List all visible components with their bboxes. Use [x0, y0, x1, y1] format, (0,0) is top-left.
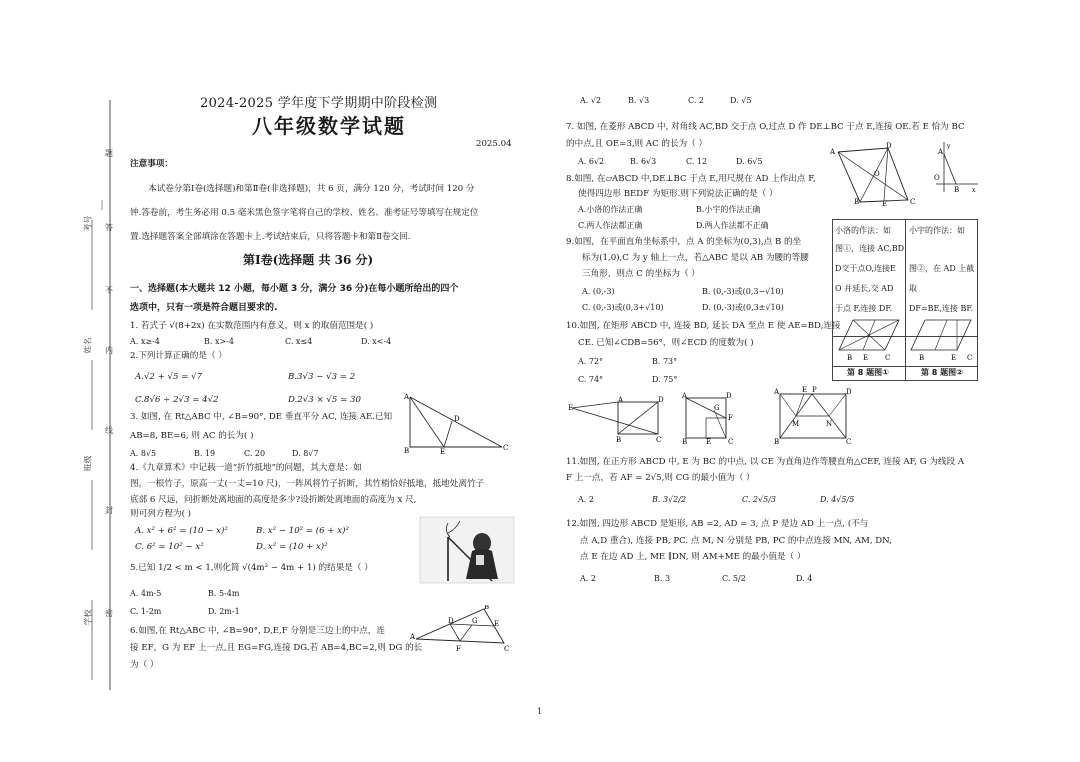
q9-stem-3: 三角形，则点 C 的坐标为（ ） [582, 269, 700, 279]
svg-text:x: x [972, 187, 976, 194]
q10-figure [568, 396, 668, 444]
q7-option-a: A. 6√2 [578, 157, 605, 166]
svg-text:F: F [728, 414, 733, 422]
q2-option-a: A.√2 + √5 = √7 [135, 372, 203, 382]
svg-text:C: C [656, 436, 662, 444]
q12-option-b: B. 3 [654, 574, 671, 583]
q8-stem-2: 使得四边形 BEDF 为矩形.则下列说法正确的是（ ） [578, 189, 778, 199]
q1-option-b: B. x>-4 [204, 337, 234, 346]
q3-stem-2: AB=8, BE=6, 则 AC 的长为( ) [130, 431, 254, 441]
q6-option-c: C. 2 [688, 96, 705, 105]
q3-stem-1: 3. 如图, 在 Rt△ABC 中, ∠B=90°, DE 垂直平分 AC, 连接 AE.已知 [130, 412, 393, 422]
q2-option-d: D.2√3 × √5 = 30 [288, 395, 361, 405]
svg-text:A: A [938, 148, 944, 156]
q6-stem-3: 为（ ） [130, 660, 159, 670]
q8-luo-line3: D交于点O,连接E [835, 264, 896, 273]
svg-text:E: E [882, 200, 888, 206]
q10-stem-1: 10.如图, 在矩形 ABCD 中, 连接 BD, 延长 DA 至点 E 使 AE=BD,连接 [566, 321, 841, 331]
seal-nei: 内 [105, 346, 113, 355]
q12-stem-3: 点 E 在边 AD 上, ME ∥DN, 则 AM+ME 的最小值是（ ） [580, 552, 806, 562]
q11-stem-1: 11.如图, 在正方形 ABCD 中, E 为 BC 的中点, 以 CE 为直角边作等腰直角△CEF, 连接 AF, G 为线段 A [566, 457, 965, 467]
q5-option-b: B. 5-4m [208, 589, 240, 598]
q5-stem: 5.已知 1/2 < m < 1,则化简 √(4m² − 4m + 1) 的结果是（ ） [130, 563, 373, 573]
svg-text:A: A [682, 392, 688, 400]
q4-stem-1: 4.《九章算术》中记载一道“折竹抵地”的问题，其大意是：如 [130, 463, 362, 473]
q6-stem-2: 接 EF，G 为 EF 上一点,且 EG=FG,连接 DG.若 AB=4,BC=2,则 DG 的长 [130, 643, 423, 653]
svg-text:E: E [568, 404, 574, 412]
seal-mi: 密 [105, 609, 113, 618]
seal-feng: 封 [105, 506, 113, 515]
q4-bamboo-illustration [418, 515, 516, 585]
q3-option-a: A. 8√5 [130, 449, 157, 458]
q1-option-c: C. x≤4 [285, 337, 313, 346]
q8-yu-line3: 取 [909, 284, 917, 293]
svg-text:D: D [454, 415, 460, 423]
q8-luo-line1: 小洛的作法：如 [835, 226, 891, 235]
q8-caption-1: 第 8 题图① [847, 368, 889, 377]
q4-option-b: B. x² − 10² = (6 + x)² [256, 526, 349, 536]
svg-text:B: B [774, 438, 780, 446]
q1-stem: 1. 若式子 √(8+2x) 在实数范围内有意义，则 x 的取值范围是( ) [130, 321, 374, 331]
svg-text:C: C [503, 444, 509, 452]
svg-text:G: G [472, 617, 478, 625]
svg-text:C: C [846, 438, 852, 446]
notice-line1: 本试卷分第Ⅰ卷(选择题)和第Ⅱ卷(非选择题)，共 6 页，满分 120 分，考试时间 120 分 [148, 184, 475, 194]
q12-option-a: A. 2 [580, 574, 596, 583]
seal-yao: 不 [105, 286, 113, 295]
q8-caption-2: 第 8 题图② [921, 368, 963, 377]
q3-figure [404, 393, 510, 455]
q7-option-d: D. 6√5 [736, 157, 763, 166]
section-heading: 一、选择题(本大题共 12 小题，每小题 3 分，满分 36 分)在每小题所给出的四个 [130, 284, 459, 294]
svg-text:N: N [826, 420, 833, 428]
subject-title: 八年级数学试题 [252, 114, 406, 138]
exam-title: 2024-2025 学年度下学期期中阶段检测 [200, 96, 438, 111]
notice-line3: 置.选择题答案全部填涂在答题卡上.考试结束后，只将答题卡和第Ⅱ卷交回. [130, 232, 411, 242]
svg-text:C: C [967, 354, 973, 362]
svg-text:O: O [934, 174, 940, 182]
q6-option-d: D. √5 [730, 96, 752, 105]
q3-option-b: B. 19 [194, 449, 216, 458]
q8-luo-line4: O 并延长,交 AD [835, 284, 894, 293]
svg-text:C: C [910, 198, 916, 206]
q8-option-c: C.两人作法都正确 [578, 221, 643, 230]
q5-option-c: C. 1-2m [130, 607, 162, 616]
svg-text:C: C [885, 354, 891, 362]
q10-option-d: D. 75° [652, 375, 678, 384]
q10-stem-2: CE. 已知∠CDB=56°，则∠ECD 的度数为( ) [578, 338, 754, 348]
q10-option-b: B. 73° [652, 357, 678, 366]
q7-figure [828, 142, 918, 206]
notice-line2: 钟.答卷前，考生务必用 0.5 毫米黑色签字笔将自己的学校、姓名、准考证号等填写在规定位 [130, 208, 479, 218]
svg-text:D: D [886, 142, 892, 150]
svg-text:E: E [494, 620, 500, 628]
q8-yu-line4: DF=BE,连接 BF. [909, 304, 974, 313]
q9-option-d: D. (0,-3)或(0,3±√10) [702, 303, 784, 312]
svg-text:A: A [830, 148, 836, 156]
q9-figure [930, 140, 980, 196]
seal-xian: 线 [105, 426, 113, 435]
svg-text:E: E [863, 354, 869, 362]
q8-yu-line2: 图②，在 AD 上截 [909, 264, 975, 273]
svg-text:A: A [410, 633, 416, 641]
q3-option-c: C. 20 [244, 449, 266, 458]
svg-text:B: B [404, 447, 410, 455]
page-number: 1 [537, 707, 543, 716]
q7-option-c: C. 12 [686, 157, 708, 166]
section-heading-2: 选项中，只有一项是符合题目要求的. [130, 303, 278, 313]
q9-option-a: A. (0,-3) [582, 287, 615, 296]
svg-text:E: E [440, 448, 446, 455]
q12-figure [772, 386, 852, 446]
q8-option-a: A.小洛的作法正确 [578, 205, 643, 214]
q7-stem-1: 7. 如图, 在菱形 ABCD 中, 对角线 AC,BD 交于点 O,过点 D 作 DE⊥BC 于点 E,连接 OE.若 E 恰为 BC [566, 122, 965, 132]
svg-text:E: E [951, 354, 957, 362]
q3-option-d: D. 8√7 [292, 449, 319, 458]
svg-text:A: A [774, 388, 780, 396]
svg-text:y: y [947, 143, 951, 150]
svg-text:D: D [846, 388, 852, 396]
q4-option-c: C. 6² = 10² − x² [135, 542, 204, 552]
q6-figure [410, 605, 510, 657]
q11-option-c: C. 2√5/3 [742, 495, 776, 504]
q6-stem-1: 6.如图,在 Rt△ABC 中, ∠B=90°, D,E,F 分别是三边上的中点，连 [130, 626, 385, 636]
q8-figure-2 [907, 316, 977, 364]
q2-option-c: C.8√6 ÷ 2√3 = 4√2 [135, 395, 219, 405]
svg-text:E: E [802, 386, 808, 394]
svg-text:B: B [847, 354, 853, 362]
q12-option-c: C. 5/2 [722, 574, 746, 583]
svg-text:O: O [874, 170, 880, 178]
exam-date: 2025.04 [476, 139, 512, 149]
label-xuexiao: 学校 [83, 609, 93, 626]
q11-figure [680, 392, 740, 444]
q9-stem-1: 9.如图，在平面直角坐标系中，点 A 的坐标为(0,3),点 B 的坐 [566, 237, 802, 247]
q2-option-b: B.3√3 − √3 = 2 [288, 372, 356, 382]
q6-option-b: B. √3 [628, 96, 650, 105]
svg-text:D: D [726, 392, 732, 400]
q5-option-d: D. 2m-1 [208, 607, 240, 616]
q2-stem: 2.下列计算正确的是（ ） [130, 351, 227, 361]
q11-option-b: B. 3√2/2 [652, 495, 687, 504]
q11-option-d: D. 4√5/5 [820, 495, 855, 504]
q8-figure-1 [835, 316, 903, 364]
svg-text:G: G [714, 404, 720, 412]
q7-option-b: B. 6√3 [630, 157, 657, 166]
svg-text:B: B [854, 198, 860, 206]
svg-text:F: F [456, 645, 461, 653]
seal-ti: 题 [105, 149, 113, 158]
q8-yu-line1: 小宇的作法：如 [909, 226, 965, 235]
q12-stem-1: 12.如图, 四边形 ABCD 是矩形, AB =2, AD = 3, 点 P 是边 AD 上一点, (不与 [566, 519, 869, 529]
q8-method-table [832, 219, 978, 381]
svg-text:D: D [448, 617, 454, 625]
q10-option-a: A. 72° [578, 357, 604, 366]
q5-option-a: A. 4m-5 [130, 589, 162, 598]
q9-stem-2: 标为(1,0),C 为 y 轴上一点，若△ABC 是以 AB 为腰的等腰 [582, 253, 809, 263]
q11-stem-2: F 上一点，若 AF = 2√5,则 CG 的最小值为（ ） [566, 473, 755, 483]
svg-text:C: C [504, 645, 510, 653]
q1-option-a: A. x≥-4 [130, 337, 160, 346]
q12-option-d: D. 4 [796, 574, 813, 583]
svg-text:C: C [728, 438, 734, 444]
q9-option-b: B. (0,-3)或(0,3−√10) [702, 287, 784, 296]
svg-text:B: B [919, 354, 925, 362]
q4-stem-4: 则可列方程为( ) [130, 509, 191, 519]
label-kaohao: 考号 [83, 215, 93, 232]
q8-luo-line2: 图①，连接 AC,BD [835, 244, 904, 253]
q9-option-c: C. (0,-3)或(0,3+√10) [582, 303, 664, 312]
svg-text:B: B [484, 605, 490, 611]
label-banji: 班级 [83, 455, 93, 472]
seal-da: 答 [105, 223, 113, 232]
notice-title: 注意事项： [130, 159, 173, 169]
svg-text:M: M [792, 420, 800, 428]
q12-stem-2: 点 A,D 重合), 连接 PB, PC. 点 M, N 分别是 PB, PC 的中点连接 MN, AM, DN, [580, 536, 892, 546]
q4-stem-3: 底部 6 尺远，问折断处离地面的高度是多少?设折断处离地面的高度为 x 尺, [130, 495, 417, 505]
part1-title: 第Ⅰ卷(选择题 共 36 分) [243, 253, 374, 267]
svg-text:A: A [404, 393, 410, 401]
q4-stem-2: 图，一根竹子，原高一丈(一丈=10 尺)，一阵风将竹子折断，其竹梢恰好抵地，抵地处离竹子 [130, 479, 485, 489]
q7-stem-2: 的中点,且 OE=3,则 AC 的长为（ ） [566, 139, 708, 149]
q1-option-d: D. x<-4 [361, 337, 392, 346]
svg-text:B: B [954, 186, 960, 194]
q8-luo-line5: 于点 F,连接 DF. [835, 304, 893, 313]
svg-text:E: E [706, 438, 712, 444]
q8-stem-1: 8.如图, 在▱ABCD 中,DE⊥BC 于点 E,用尺规在 AD 上作出点 F, [566, 174, 816, 184]
q6-option-a: A. √2 [580, 96, 602, 105]
svg-text:D: D [658, 396, 664, 404]
q10-option-c: C. 74° [578, 375, 604, 384]
svg-text:B: B [682, 438, 688, 444]
q4-option-d: D. x² = (10 + x)² [256, 542, 328, 552]
q11-option-a: A. 2 [578, 495, 594, 504]
label-xingming: 姓名 [83, 337, 93, 354]
q4-option-a: A. x² + 6² = (10 − x)² [135, 526, 228, 536]
q8-option-b: B.小宇的作法正确 [696, 205, 761, 214]
svg-text:B: B [616, 436, 622, 444]
svg-text:P: P [812, 386, 817, 394]
svg-text:A: A [618, 396, 624, 404]
q8-option-d: D.两人作法都不正确 [696, 221, 769, 230]
